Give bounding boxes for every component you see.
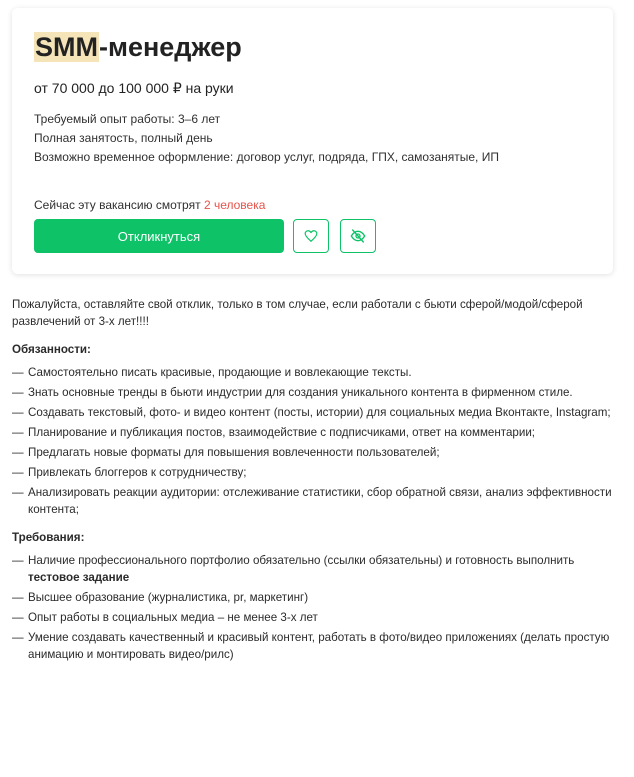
list-item: — Анализировать реакции аудитории: отслеживание статистики, сбор обратной связи, анализ эффективности контента;: [12, 484, 624, 518]
test-task-emphasis: тестовое задание: [28, 571, 130, 584]
duties-list: [12, 364, 624, 518]
list-item: — Создавать текстовый, фото- и видео контент (посты, истории) для социальных медиа Вконтакте, Instagram;: [12, 404, 624, 421]
apply-button[interactable]: Откликнуться: [34, 219, 284, 253]
requirements-heading: Требования:: [12, 531, 85, 544]
registration-text: Возможно временное оформление: договор услуг, подряда, ГПХ, самозанятые, ИП: [34, 150, 499, 164]
list-item: — Опыт работы в социальных медиа – не менее 3-х лет: [12, 609, 624, 626]
list-item: — Планирование и публикация постов, взаимодействие с подписчиками, ответ на комментарии;: [12, 424, 624, 441]
list-item: — Умение создавать качественный и красивый контент, работать в фото/видео приложениях (делать простую анимацию и монтировать видео/рилс): [12, 629, 624, 663]
vacancy-facts: [34, 110, 499, 167]
requirements-list: [12, 552, 624, 663]
salary: от 70 000 до 100 000 ₽ на руки: [34, 80, 234, 96]
heart-icon: [304, 229, 318, 243]
list-item: — Предлагать новые форматы для повышения вовлеченности пользователей;: [12, 444, 624, 461]
hide-vacancy-button[interactable]: [340, 219, 376, 253]
requirement-text: Наличие профессионального портфолио обязательно (ссылки обязательны) и готовность выполнить: [28, 554, 575, 567]
watching-prefix: Сейчас эту вакансию смотрят: [34, 198, 201, 212]
intro-text: Пожалуйста, оставляйте свой отклик, только в том случае, если работали с бьюти сферой/модой/сферой развлечений от 3-х лет!!!!: [12, 298, 583, 328]
favorite-button[interactable]: [293, 219, 329, 253]
list-item: — Самостоятельно писать красивые, продающие и вовлекающие тексты.: [12, 364, 624, 381]
list-item: — Привлекать блоггеров к сотрудничеству;: [12, 464, 624, 481]
page-title: [34, 30, 242, 64]
watching-count: 2 человека: [203, 198, 266, 212]
title-rest: -менеджер: [99, 32, 242, 62]
vacancy-header-card: [12, 8, 613, 274]
experience-text: Требуемый опыт работы: 3–6 лет: [34, 112, 221, 126]
duties-heading: Обязанности:: [12, 343, 91, 356]
vacancy-description: [12, 296, 624, 674]
employment-text: Полная занятость, полный день: [34, 131, 213, 145]
list-item: — Знать основные тренды в бьюти индустрии для создания уникального контента в фирменном стиле.: [12, 384, 624, 401]
eye-off-icon: [350, 228, 366, 244]
title-search-highlight: SMM: [35, 32, 98, 62]
list-item: [12, 552, 624, 586]
list-item: — Высшее образование (журналистика, pr, маркетинг): [12, 589, 624, 606]
watching-info: [34, 198, 265, 212]
